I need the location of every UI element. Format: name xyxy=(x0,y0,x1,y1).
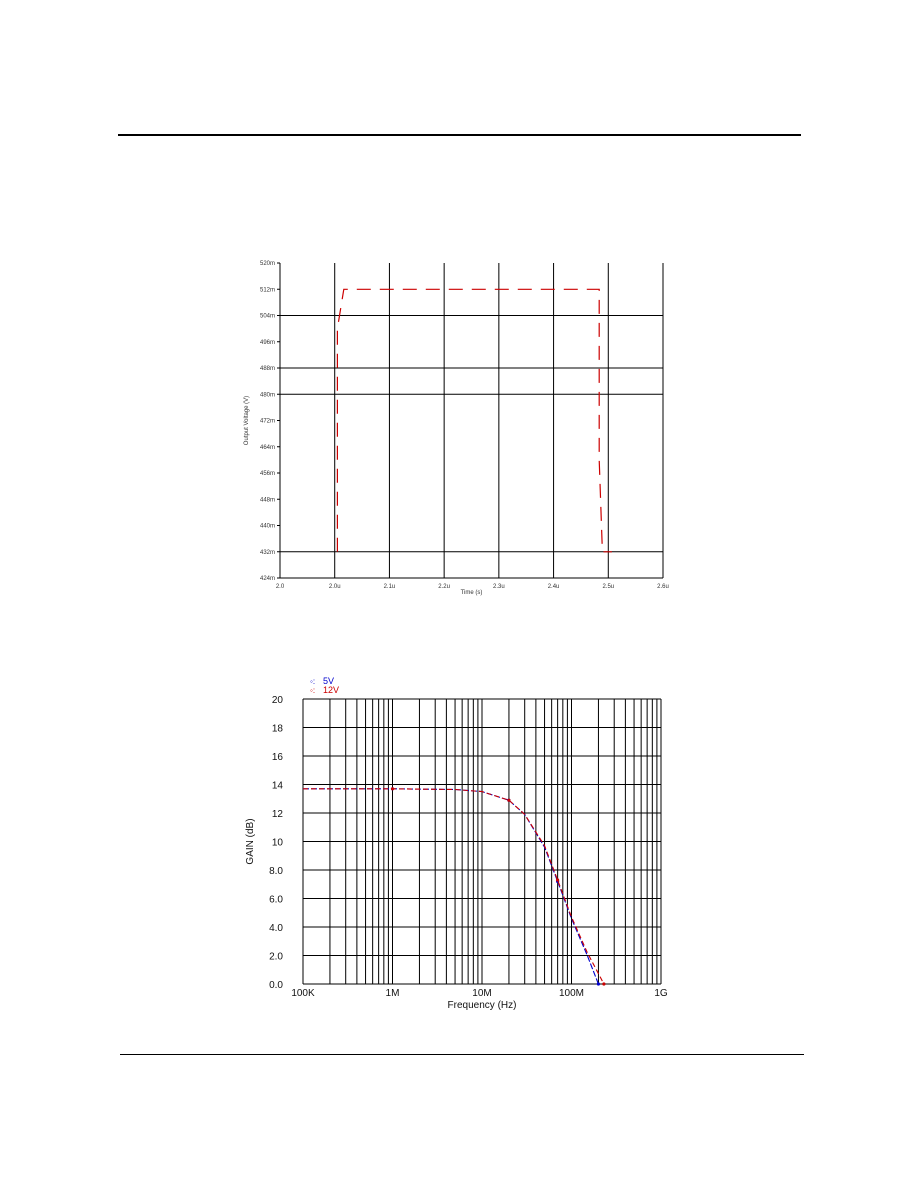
x-tick-label: 2.1u xyxy=(383,584,396,590)
y-tick-label: 440m xyxy=(259,523,275,530)
y-tick-label: 2.0 xyxy=(269,951,283,963)
x-axis-label: Time (s) xyxy=(460,590,483,596)
y-tick-label: 16 xyxy=(271,752,283,763)
x-tick-label: 2.0u xyxy=(328,584,341,590)
y-tick-label: 456m xyxy=(259,471,275,477)
y-tick-label: 520m xyxy=(259,261,275,267)
y-tick-label: 488m xyxy=(259,366,275,372)
y-tick-label: 464m xyxy=(259,444,275,451)
series-point-5V xyxy=(597,982,600,985)
y-tick-label: 18 xyxy=(271,723,283,735)
x-tick-label: 100M xyxy=(558,988,585,999)
series-point-12V xyxy=(556,878,559,881)
y-tick-label: 6.0 xyxy=(269,894,283,906)
x-tick-label: 2.3u xyxy=(493,584,505,590)
series-point-12V xyxy=(602,982,605,985)
y-tick-label: 14 xyxy=(271,780,283,792)
x-tick-label: 2.2u xyxy=(438,584,450,590)
footer-rule xyxy=(120,1054,804,1055)
x-tick-label: 2.6u xyxy=(657,584,669,590)
y-tick-label: 10 xyxy=(271,837,283,849)
y-tick-label: 8.0 xyxy=(269,866,283,877)
y-tick-label: 4.0 xyxy=(269,923,283,934)
y-tick-label: 12 xyxy=(271,809,283,820)
x-tick-label: 1M xyxy=(385,988,400,999)
y-tick-label: 424m xyxy=(259,576,275,582)
legend-label: 5V xyxy=(323,676,335,686)
x-tick-label: 2.0 xyxy=(275,584,285,590)
legend-marker: ◦: xyxy=(310,677,316,686)
x-tick-label: 1G xyxy=(654,988,668,999)
y-tick-label: 480m xyxy=(259,392,275,399)
y-axis-label: Output Voltage (V) xyxy=(244,395,250,446)
y-tick-label: 448m xyxy=(259,497,275,504)
y-tick-label: 0.0 xyxy=(269,980,283,991)
y-tick-label: 504m xyxy=(259,313,275,320)
series-point-12V xyxy=(391,787,394,790)
x-tick-label: 100K xyxy=(291,988,315,999)
y-tick-label: 20 xyxy=(271,695,283,706)
legend-label: 12V xyxy=(323,685,340,695)
series-line-5V xyxy=(303,789,598,984)
x-tick-label: 2.5u xyxy=(602,584,615,590)
y-tick-label: 432m xyxy=(259,549,275,556)
series-point-12V xyxy=(507,799,510,802)
y-axis-label: GAIN (dB) xyxy=(245,818,256,865)
x-axis-label: Frequency (Hz) xyxy=(447,1000,517,1011)
series-line-12V xyxy=(303,789,604,984)
y-tick-label: 512m xyxy=(259,287,275,294)
legend-marker: ◦: xyxy=(310,686,316,695)
y-tick-label: 472m xyxy=(259,418,275,425)
x-tick-label: 2.4u xyxy=(547,584,560,590)
y-tick-label: 496m xyxy=(259,339,275,346)
x-tick-label: 10M xyxy=(472,988,492,999)
